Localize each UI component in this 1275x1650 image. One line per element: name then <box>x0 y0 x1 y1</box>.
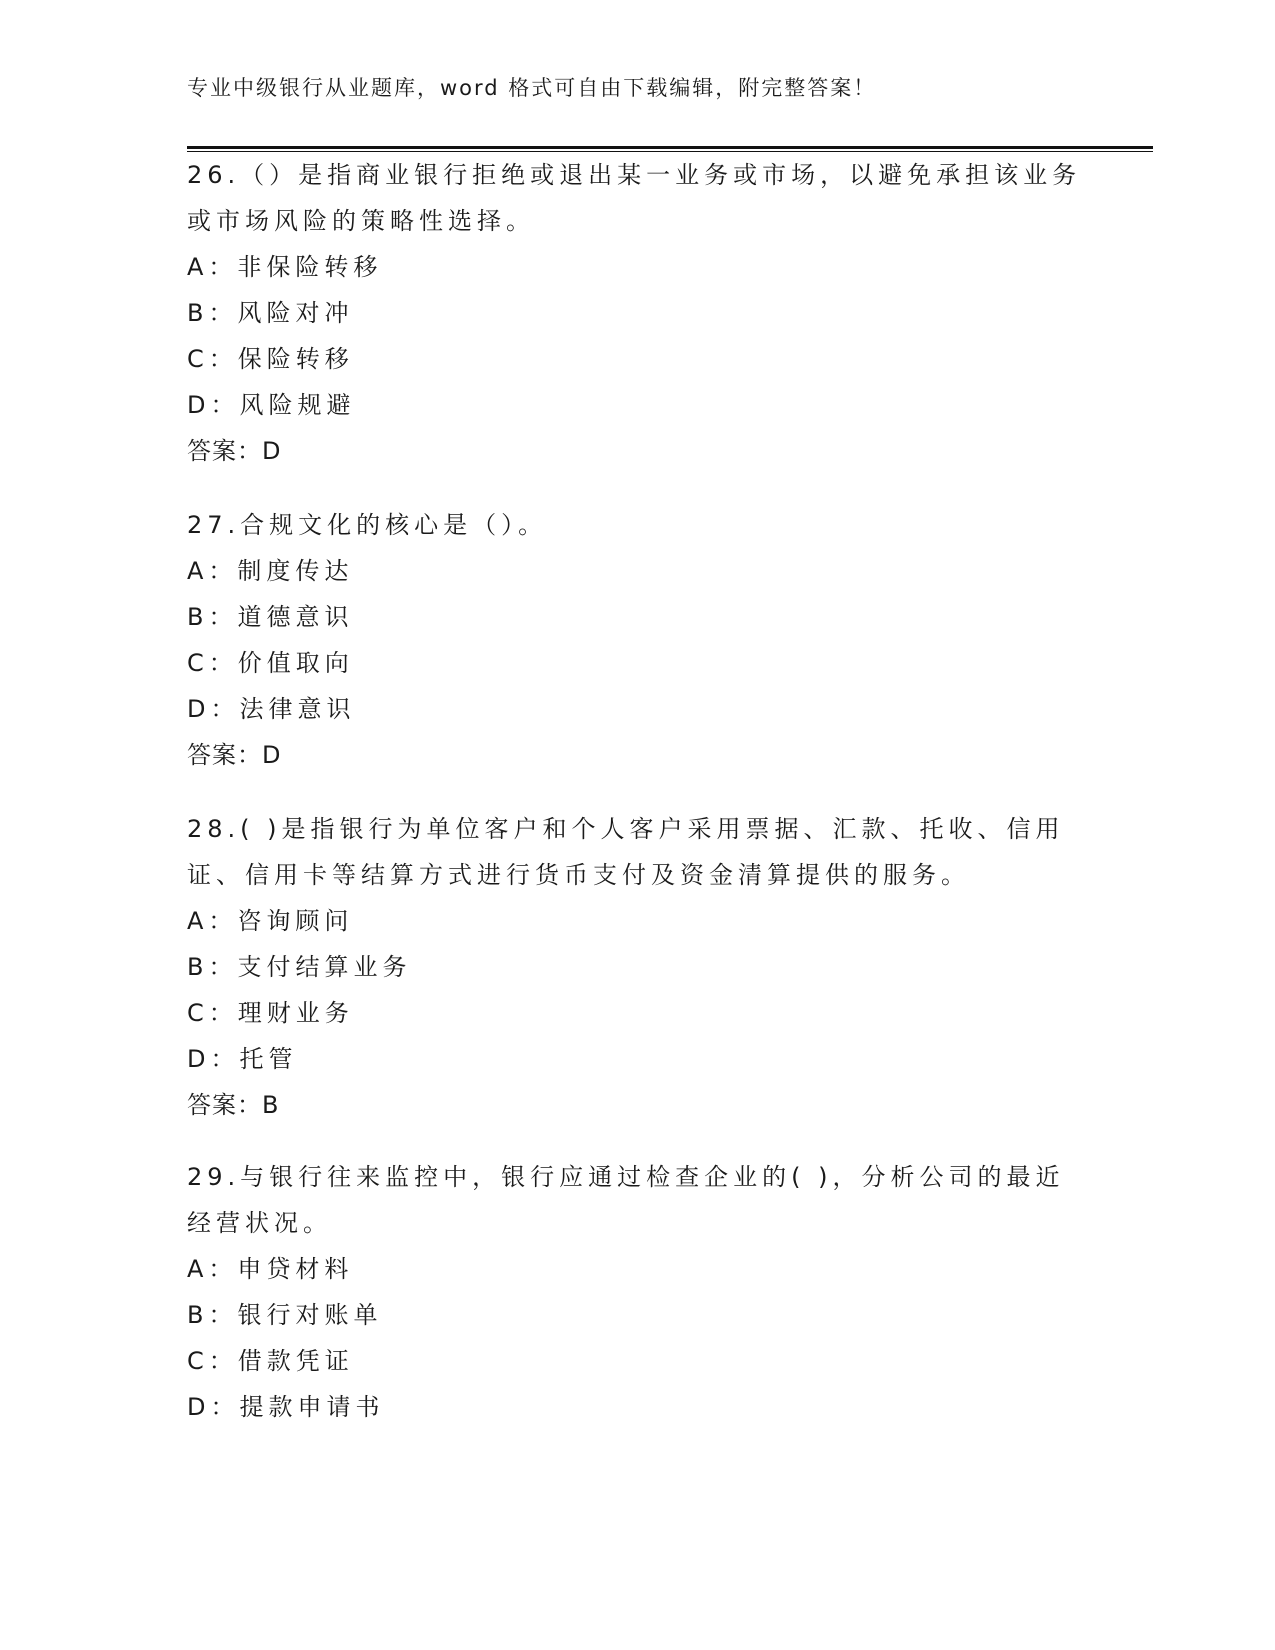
option-a: A：申贷材料 <box>187 1255 354 1283</box>
answer: 答案：D <box>187 741 282 769</box>
question-stem-line: 或市场风险的策略性选择。 <box>187 207 535 235</box>
question-stem-line: 26.（）是指商业银行拒绝或退出某一业务或市场，以避免承担该业务 <box>187 161 1082 189</box>
question-stem-line: 27.合规文化的核心是（）。 <box>187 511 548 539</box>
question-stem-line: 经营状况。 <box>187 1209 332 1237</box>
answer: 答案：B <box>187 1091 280 1119</box>
answer: 答案：D <box>187 437 282 465</box>
question-stem-line: 29.与银行往来监控中，银行应通过检查企业的( )，分析公司的最近 <box>187 1163 1065 1191</box>
option-b: B：道德意识 <box>187 603 354 631</box>
option-d: D：风险规避 <box>187 391 356 419</box>
question-28 <box>187 806 1087 1128</box>
question-stem-line: 28.( )是指银行为单位客户和个人客户采用票据、汇款、托收、信用 <box>187 815 1065 843</box>
option-d: D：提款申请书 <box>187 1393 385 1421</box>
question-29 <box>187 1154 1087 1430</box>
option-c: C：保险转移 <box>187 345 354 373</box>
option-a: A：制度传达 <box>187 557 354 585</box>
option-b: B：风险对冲 <box>187 299 354 327</box>
option-a: A：非保险转移 <box>187 253 383 281</box>
page-header: 专业中级银行从业题库，word 格式可自由下载编辑，附完整答案！ <box>187 76 877 100</box>
question-stem-line: 证、信用卡等结算方式进行货币支付及资金清算提供的服务。 <box>187 861 970 889</box>
option-c: C：价值取向 <box>187 649 354 677</box>
option-c: C：借款凭证 <box>187 1347 354 1375</box>
question-26 <box>187 152 1087 474</box>
question-27 <box>187 502 1087 778</box>
option-b: B：支付结算业务 <box>187 953 412 981</box>
option-b: B：银行对账单 <box>187 1301 383 1329</box>
option-c: C：理财业务 <box>187 999 354 1027</box>
option-d: D：法律意识 <box>187 695 356 723</box>
option-a: A：咨询顾问 <box>187 907 354 935</box>
option-d: D：托管 <box>187 1045 298 1073</box>
